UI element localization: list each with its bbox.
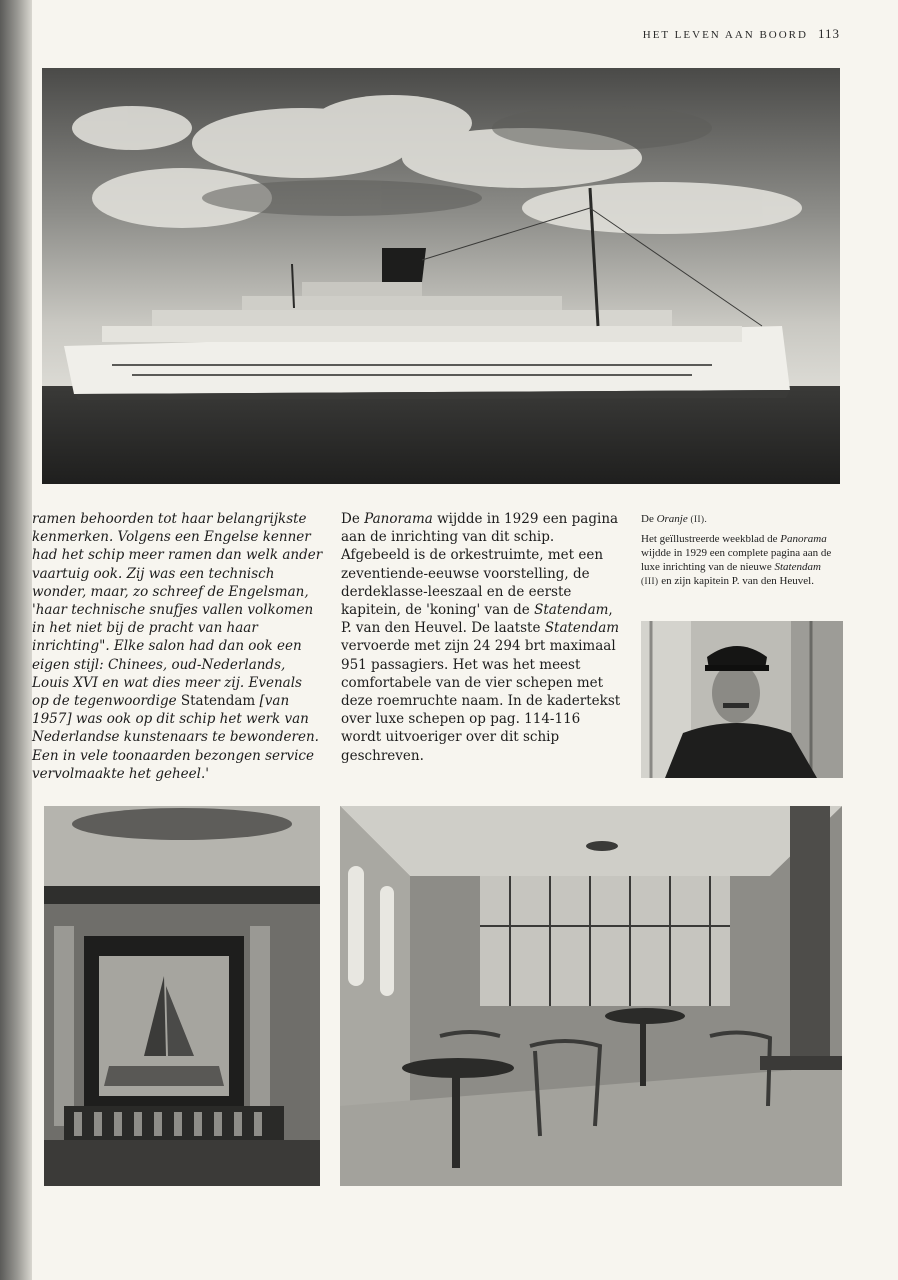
caption-text: De	[641, 513, 654, 525]
ship-name-oranje: Oranje	[656, 513, 688, 525]
caption-panorama	[641, 532, 841, 588]
quote-line: in het niet bij de pracht van haar	[32, 620, 258, 637]
magazine-name-panorama: Panorama	[364, 511, 433, 527]
body-text: vervoerde met zijn 24 294 brt maximaal 951 passagiers. Het was het meest comfortabele van de vier schepen met deze roemruchte naam. In de kadertekst over luxe schepen op pag. 114-116 wordt uitvoeriger over dit schip geschreven.	[341, 638, 621, 764]
caption-oranje	[641, 512, 841, 526]
ship-name-statendam: Statendam	[544, 620, 620, 637]
quote-line: had het schip meer ramen dan welk ander	[32, 547, 323, 564]
quote-fragment: [van	[259, 693, 290, 710]
photo-orchestra-room	[44, 806, 320, 1186]
body-text: De	[341, 511, 360, 527]
running-title: HET LEVEN AAN BOORD	[642, 29, 808, 41]
running-head	[643, 26, 840, 42]
caption-text: en zijn kapitein P. van den Heuvel.	[661, 575, 814, 587]
quote-line	[32, 692, 322, 710]
caption-text: Het geïllustreerde weekblad de	[641, 533, 778, 545]
ship-name-statendam: Statendam	[534, 602, 609, 619]
photo-captain-van-den-heuvel	[641, 621, 843, 778]
quote-line: 'haar technische snufjes vallen volkomen	[32, 602, 314, 619]
quote-line: ramen behoorden tot haar belangrijkste	[32, 511, 307, 527]
quote-line: Louis XVI en wat dies meer zij. Evenals	[32, 674, 302, 691]
quote-line: inrichting". Elke salon had dan ook een	[32, 638, 302, 655]
page-number: 113	[817, 26, 840, 41]
body-text: De laatste	[471, 620, 541, 637]
quote-line: Nederlandse kunstenaars te bewonderen.	[32, 729, 319, 746]
body-text: , P. van den Heuvel.	[341, 602, 613, 637]
quote-line: kenmerken. Volgens een Engelse kenner	[32, 529, 311, 546]
magazine-name-panorama: Panorama	[780, 533, 827, 545]
photo-third-class-reading-room	[340, 806, 842, 1186]
caption-text: wijdde in 1929 een complete pagina aan de luxe inrichting van de nieuwe	[641, 547, 832, 573]
quote-line: Een in vele toonaarden bezongen service	[32, 747, 314, 764]
quote-fragment: op de tegenwoordige	[32, 693, 177, 710]
quote-line: eigen stijl: Chinees, oud-Nederlands,	[32, 656, 286, 673]
quote-line: vaartuig ook. Zij was een technisch	[32, 565, 275, 582]
photo-caption	[641, 512, 841, 594]
photo-ship-oranje	[42, 68, 840, 484]
body-text: wijdde in 1929 een pagina aan de inrichting van dit schip. Afgebeeld is de orkestruimte, met een zeventiende-eeuwse voorstelling, de derdeklasse-leeszaal en de eerste kapitein, de 'koning' van de	[341, 511, 619, 619]
left-column-quote	[32, 510, 322, 783]
quote-line: 1957] was ook op dit schip het werk van	[32, 711, 309, 728]
caption-roman-numeral: (II).	[690, 514, 708, 524]
caption-roman-numeral: (III)	[641, 576, 659, 586]
book-spine-shadow	[0, 0, 32, 1280]
ship-name-statendam: Statendam	[180, 693, 256, 710]
quote-line: wonder, maar, zo schreef de Engelsman,	[32, 583, 309, 600]
middle-column-body	[341, 510, 623, 765]
quote-line: vervolmaakte het geheel.'	[32, 765, 209, 782]
ship-name-statendam: Statendam	[774, 561, 821, 573]
